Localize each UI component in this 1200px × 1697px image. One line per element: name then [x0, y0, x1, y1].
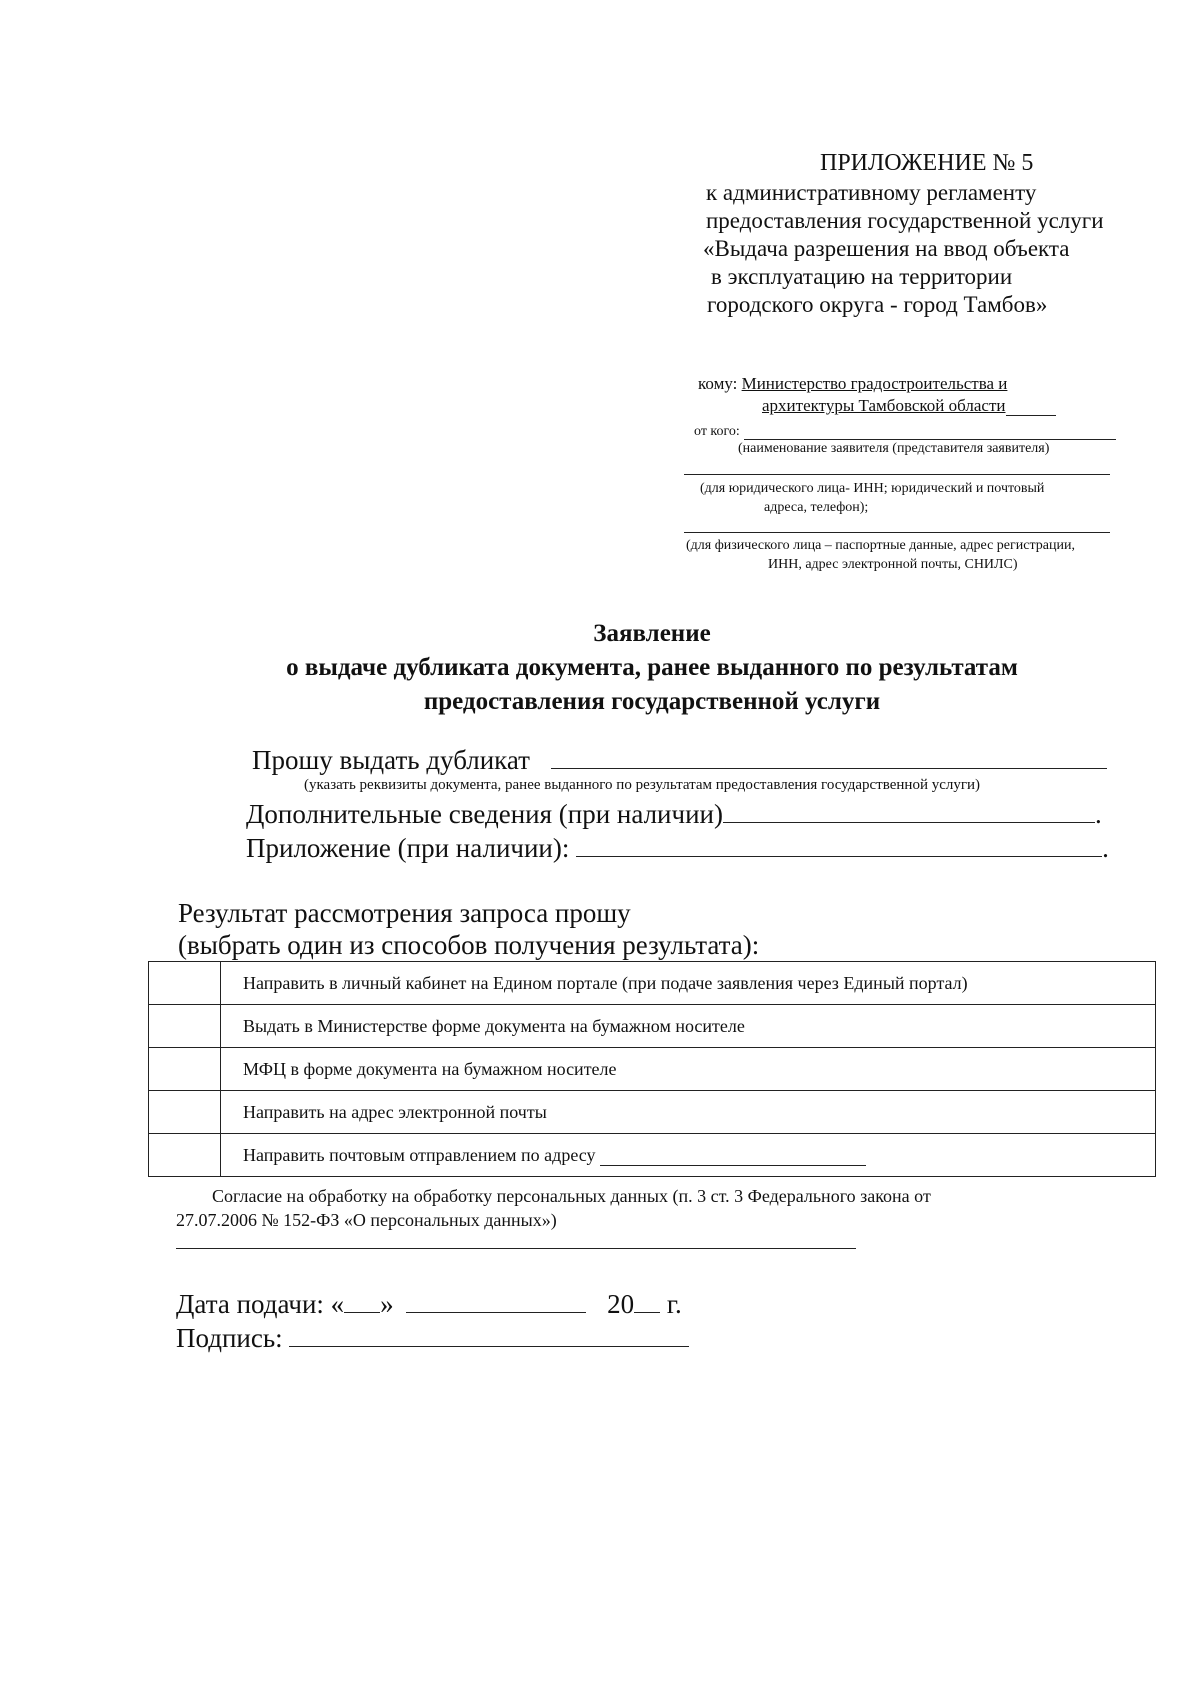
date-row: [176, 1288, 682, 1320]
person-input-line[interactable]: [684, 532, 1110, 533]
signature-label: Подпись:: [176, 1323, 283, 1353]
consent-line-2: 27.07.2006 № 152-ФЗ «О персональных данных»): [176, 1210, 557, 1230]
option-checkbox[interactable]: [149, 1005, 221, 1048]
legal-hint-1: (для юридического лица- ИНН; юридический и почтовый: [700, 481, 1045, 496]
duplicate-input-line[interactable]: [551, 744, 1107, 769]
attachment-label: Приложение (при наличии):: [246, 833, 570, 863]
person-hint-1: (для физического лица – паспортные данные, адрес регистрации,: [686, 538, 1075, 553]
option-row: [149, 962, 1156, 1005]
option-checkbox[interactable]: [149, 1048, 221, 1091]
appendix-line-3: «Выдача разрешения на ввод объекта: [703, 236, 1070, 261]
attachment-period: .: [1102, 833, 1109, 863]
appendix-line-1: к административному регламенту: [706, 180, 1037, 205]
additional-period: .: [1094, 799, 1102, 829]
doc-title: Заявление: [593, 620, 711, 647]
consent-line-1: Согласие на обработку на обработку персональных данных (п. 3 ст. 3 Федерального закона от: [212, 1186, 931, 1206]
attachment-row: [246, 832, 1109, 864]
to-row-2: [762, 396, 1056, 416]
attachment-input-line[interactable]: [576, 832, 1102, 857]
doc-subtitle-2: предоставления государственной услуги: [423, 688, 881, 715]
to-fill-line[interactable]: [1006, 397, 1056, 416]
postal-address-input-line[interactable]: [600, 1149, 866, 1166]
option-label: Направить на адрес электронной почты: [221, 1091, 1156, 1134]
additional-row: [246, 798, 1102, 830]
to-value-2: архитектуры Тамбовской области: [762, 396, 1006, 415]
duplicate-hint: (указать реквизиты документа, ранее выданного по результатам предоставления государственной услуги): [304, 777, 981, 793]
option-checkbox[interactable]: [149, 1134, 221, 1177]
year-suffix: г.: [666, 1289, 682, 1319]
option-cell-postal: [221, 1134, 1156, 1177]
option-row: [149, 1134, 1156, 1177]
option-label: Выдать в Министерстве форме документа на бумажном носителе: [221, 1005, 1156, 1048]
to-label: кому:: [698, 374, 738, 393]
year-prefix: 20: [607, 1289, 635, 1319]
option-row: [149, 1091, 1156, 1134]
day-input-line[interactable]: [344, 1288, 380, 1313]
doc-subtitle-1: о выдаче дубликата документа, ранее выданного по результатам: [286, 654, 1018, 681]
result-heading-1: Результат рассмотрения запроса прошу: [178, 898, 631, 928]
legal-hint-2: адреса, телефон);: [764, 500, 869, 515]
option-label: Направить почтовым отправлением по адресу: [243, 1144, 596, 1165]
option-checkbox[interactable]: [149, 962, 221, 1005]
date-close: »: [380, 1289, 394, 1319]
month-input-line[interactable]: [406, 1288, 586, 1313]
duplicate-row: [252, 744, 1107, 776]
result-heading-2: (выбрать один из способов получения результата):: [178, 930, 760, 960]
person-hint-2: ИНН, адрес электронной почты, СНИЛС): [768, 557, 1018, 572]
from-label: от кого:: [694, 424, 740, 439]
to-row: [698, 374, 1007, 394]
appendix-line-5: городского округа - город Тамбов»: [707, 292, 1048, 317]
legal-input-line[interactable]: [684, 474, 1110, 475]
option-checkbox[interactable]: [149, 1091, 221, 1134]
duplicate-label: Прошу выдать дубликат: [252, 745, 530, 775]
signature-row: [176, 1322, 689, 1354]
from-input-line[interactable]: [744, 425, 1116, 440]
applicant-hint: (наименование заявителя (представителя заявителя): [738, 441, 1050, 456]
additional-input-line[interactable]: [723, 798, 1095, 823]
appendix-line-4: в эксплуатацию на территории: [711, 264, 1013, 289]
option-row: [149, 1005, 1156, 1048]
appendix-line-2: предоставления государственной услуги: [706, 208, 1104, 233]
from-row: [694, 420, 1116, 440]
to-value-1: Министерство градостроительства и: [741, 374, 1008, 393]
consent-signature-line[interactable]: [176, 1248, 856, 1249]
additional-label: Дополнительные сведения (при наличии): [246, 799, 723, 829]
date-label: Дата подачи: «: [176, 1289, 345, 1319]
appendix-title: ПРИЛОЖЕНИЕ № 5: [820, 150, 1034, 176]
year-input-line[interactable]: [634, 1288, 660, 1313]
option-label: МФЦ в форме документа на бумажном носителе: [221, 1048, 1156, 1091]
result-options-table: [148, 961, 1156, 1177]
signature-input-line[interactable]: [289, 1322, 689, 1347]
option-row: [149, 1048, 1156, 1091]
option-label: Направить в личный кабинет на Едином портале (при подаче заявления через Единый портал): [221, 962, 1156, 1005]
